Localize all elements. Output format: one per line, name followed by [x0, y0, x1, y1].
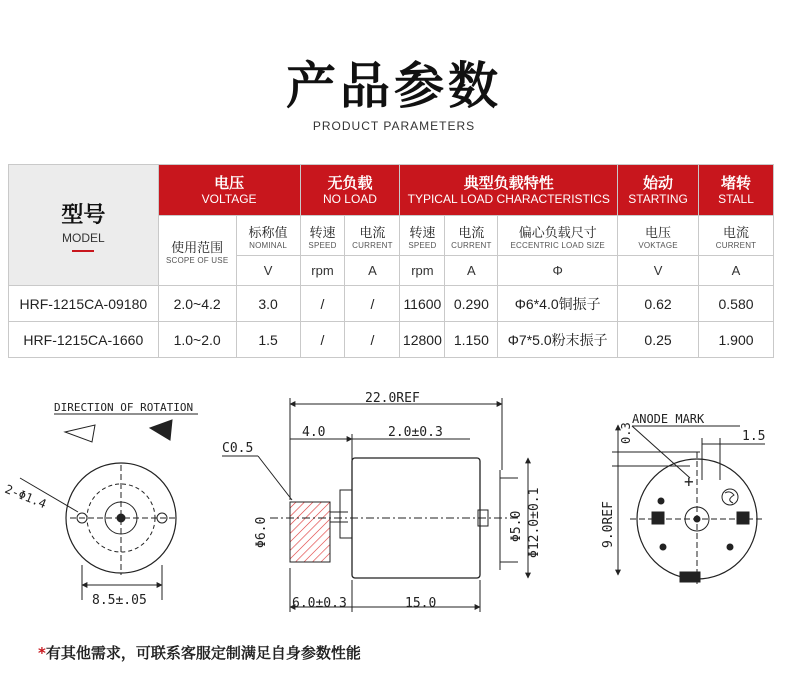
anode-mark-label: ANODE MARK — [632, 412, 705, 426]
unit-cell: rpm — [300, 256, 345, 286]
end-view-right — [601, 412, 765, 586]
header-voltage: 电压 VOLTAGE — [158, 165, 300, 216]
width-dimension: 8.5±.05 — [92, 593, 147, 608]
table-cell: Φ6*4.0铜振子 — [498, 286, 618, 322]
table-cell: / — [345, 286, 400, 322]
logo-mark — [722, 489, 738, 505]
rotation-arrow-right — [150, 420, 172, 440]
side-view — [222, 391, 542, 612]
table-cell: 0.25 — [618, 322, 699, 358]
unit-cell: V — [618, 256, 699, 286]
dia-6: Φ6.0 — [254, 516, 269, 548]
dim-4: 4.0 — [302, 425, 326, 440]
dim-15: 15.0 — [405, 596, 437, 611]
terminal-pad — [652, 512, 664, 524]
table-row — [9, 322, 774, 358]
subheader-start-voltage: 电压 VOKTAGE — [618, 216, 699, 256]
subheader-scope: 使用范围 SCOPE OF USE — [158, 216, 236, 286]
header-no-load: 无负载 NO LOAD — [300, 165, 400, 216]
dia-12: Φ12.0±0.1 — [527, 487, 542, 558]
dim-0-3: 0.3 — [619, 422, 633, 444]
table-cell: HRF-1215CA-1660 — [9, 322, 159, 358]
dim-2: 2.0±0.3 — [388, 425, 443, 440]
header-stall: 堵转 STALL — [699, 165, 774, 216]
motor-drawing — [0, 380, 788, 630]
ref-length: 22.0REF — [365, 391, 420, 406]
eccentric-weight — [290, 502, 330, 562]
unit-cell: rpm — [400, 256, 445, 286]
subheader-noload-speed: 转速 SPEED — [300, 216, 345, 256]
unit-cell: A — [445, 256, 498, 286]
header-typical-load: 典型负载特性 TYPICAL LOAD CHARACTERISTICS — [400, 165, 618, 216]
unit-cell: Φ — [498, 256, 618, 286]
dim-9ref: 9.0REF — [601, 501, 616, 548]
table-cell: 0.62 — [618, 286, 699, 322]
subheader-noload-current: 电流 CURRENT — [345, 216, 400, 256]
table-cell: / — [345, 322, 400, 358]
header-starting: 始动 STARTING — [618, 165, 699, 216]
table-cell: 1.5 — [236, 322, 300, 358]
subheader-load-speed: 转速 SPEED — [400, 216, 445, 256]
anode-plus-icon: + — [684, 472, 694, 491]
end-view-left — [3, 401, 198, 608]
table-cell: / — [300, 322, 345, 358]
subheader-load-current: 电流 CURRENT — [445, 216, 498, 256]
table-cell: 2.0~4.2 — [158, 286, 236, 322]
table-cell: Φ7*5.0粉末振子 — [498, 322, 618, 358]
terminal-pad — [737, 512, 749, 524]
page-title: 产品参数 — [286, 57, 502, 115]
rotation-arrow-left — [65, 425, 95, 442]
chamfer-label: C0.5 — [222, 441, 254, 456]
table-cell: 1.900 — [699, 322, 774, 358]
dim-6: 6.0±0.3 — [292, 596, 347, 611]
table-cell: 3.0 — [236, 286, 300, 322]
table-cell: 1.150 — [445, 322, 498, 358]
direction-label: DIRECTION OF ROTATION — [54, 401, 194, 414]
table-cell: 11600 — [400, 286, 445, 322]
subheader-stall-current: 电流 CURRENT — [699, 216, 774, 256]
page-subtitle: PRODUCT PARAMETERS — [312, 119, 476, 133]
unit-cell: V — [236, 256, 300, 286]
hole-label: 2-Φ1.4 — [2, 481, 49, 512]
model-header: 型号 MODEL — [9, 165, 159, 286]
table-row — [9, 286, 774, 322]
unit-cell: A — [699, 256, 774, 286]
table-cell: HRF-1215CA-09180 — [9, 286, 159, 322]
dia-5: Φ5.0 — [509, 510, 524, 542]
footnote: *有其他需求，可联系客服定制满足自身参数性能 — [38, 644, 361, 662]
parameter-table — [8, 164, 774, 358]
subheader-nominal: 标称值 NOMINAL — [236, 216, 300, 256]
unit-cell: A — [345, 256, 400, 286]
table-cell: 0.290 — [445, 286, 498, 322]
table-cell: / — [300, 286, 345, 322]
table-cell: 12800 — [400, 322, 445, 358]
subheader-eccentric: 偏心负载尺寸 ECCENTRIC LOAD SIZE — [498, 216, 618, 256]
table-cell: 0.580 — [699, 286, 774, 322]
dim-1-5: 1.5 — [742, 429, 766, 444]
table-cell: 1.0~2.0 — [158, 322, 236, 358]
